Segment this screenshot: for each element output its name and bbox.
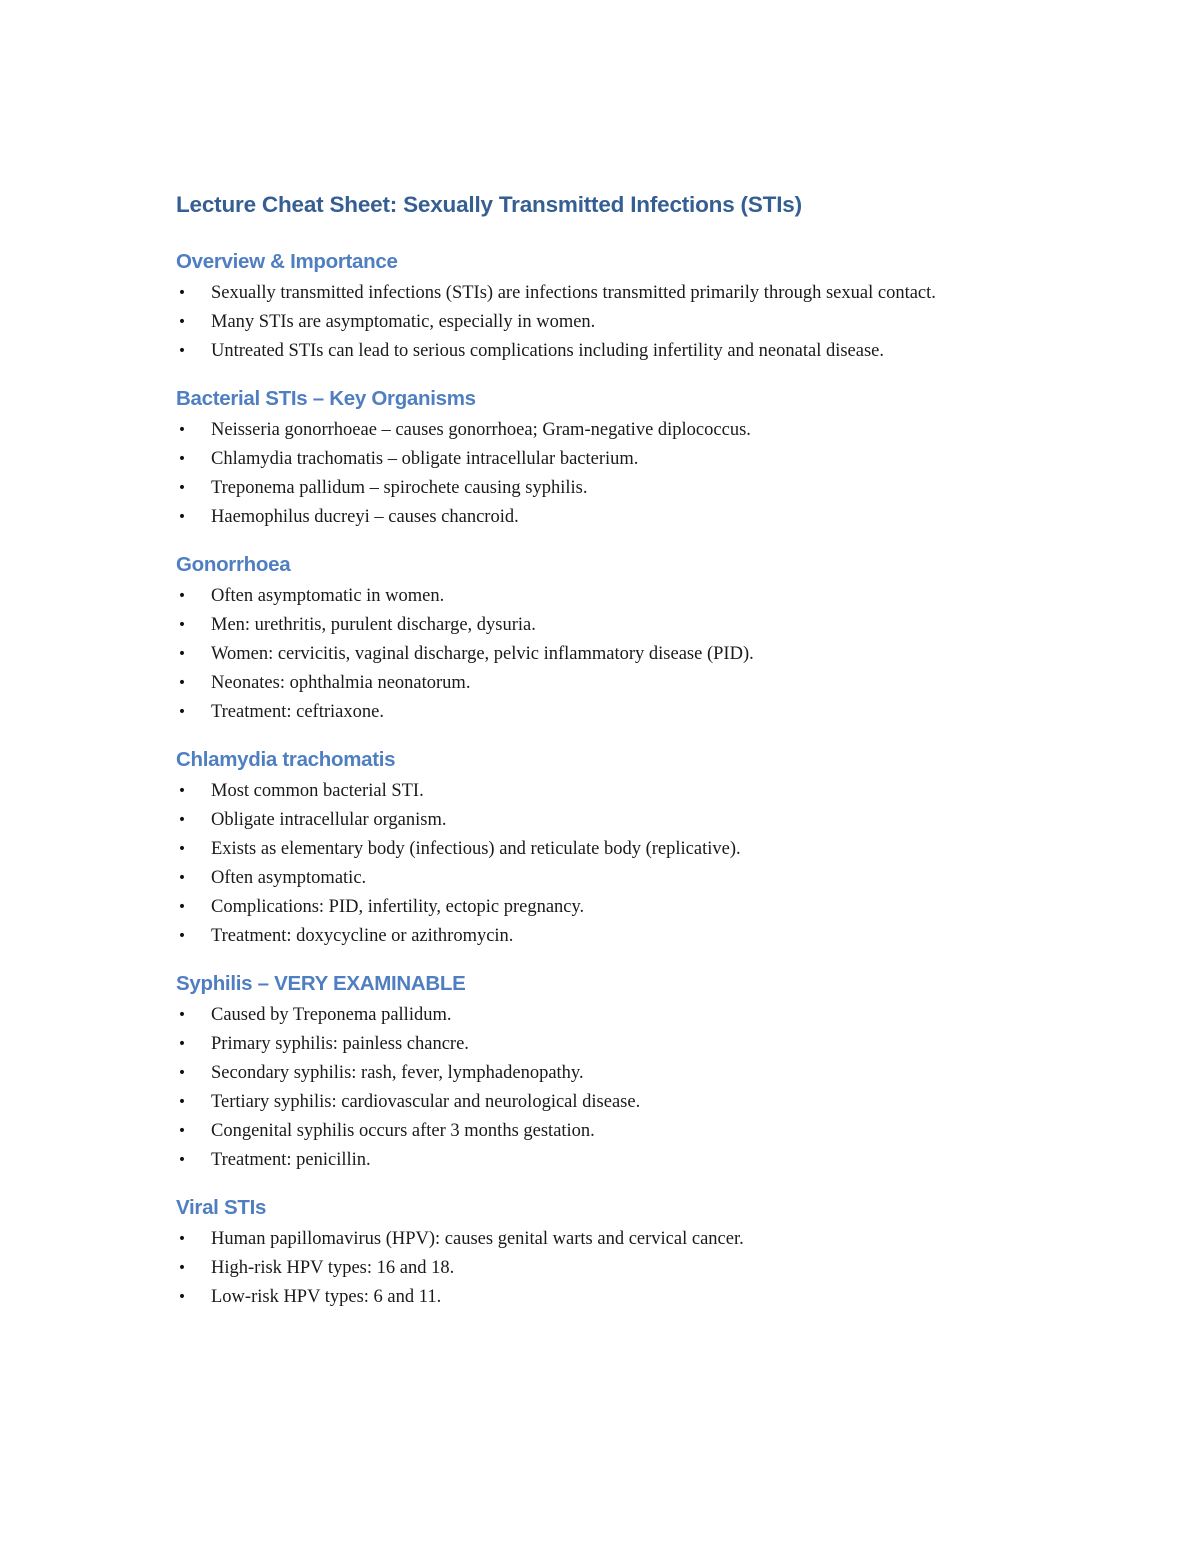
list-item — [176, 864, 1006, 893]
section — [176, 384, 1026, 532]
list-item — [176, 1225, 1006, 1254]
list-item-text: Low-risk HPV types: 6 and 11. — [211, 1287, 442, 1307]
bullet-icon: • — [177, 1065, 187, 1081]
bullet-icon: • — [177, 1152, 187, 1168]
list-item-text: Neonates: ophthalmia neonatorum. — [211, 673, 471, 693]
list-item-text: Sexually transmitted infections (STIs) are infections transmitted primarily through sexual contact. — [211, 283, 936, 303]
list-item — [176, 416, 1006, 445]
bullet-icon: • — [177, 841, 187, 857]
bullet-icon: • — [177, 646, 187, 662]
section — [176, 247, 1026, 366]
list-item — [176, 1088, 1006, 1117]
bullet-icon: • — [177, 285, 187, 301]
list-item — [176, 893, 1006, 922]
bullet-icon: • — [177, 704, 187, 720]
bullet-list — [176, 777, 1026, 951]
list-item-text: Human papillomavirus (HPV): causes genital warts and cervical cancer. — [211, 1229, 744, 1249]
list-item — [176, 1254, 1006, 1283]
bullet-icon: • — [177, 1007, 187, 1023]
list-item-text: Exists as elementary body (infectious) and reticulate body (replicative). — [211, 839, 741, 859]
bullet-icon: • — [177, 343, 187, 359]
section-heading: Syphilis – VERY EXAMINABLE — [176, 972, 466, 995]
section-heading: Overview & Importance — [176, 250, 398, 273]
list-item-text: Congenital syphilis occurs after 3 months gestation. — [211, 1121, 595, 1141]
bullet-icon: • — [177, 899, 187, 915]
bullet-list — [176, 1001, 1026, 1175]
list-item-text: Treatment: ceftriaxone. — [211, 702, 384, 722]
bullet-icon: • — [177, 870, 187, 886]
section-heading: Viral STIs — [176, 1196, 267, 1219]
list-item — [176, 1030, 1006, 1059]
list-item-text: Neisseria gonorrhoeae – causes gonorrhoea; Gram-negative diplococcus. — [211, 420, 751, 440]
list-item-text: Untreated STIs can lead to serious complications including infertility and neonatal disease. — [211, 341, 885, 361]
list-item — [176, 1146, 1006, 1175]
list-item — [176, 308, 1006, 337]
bullet-list — [176, 279, 1026, 366]
list-item-text: Tertiary syphilis: cardiovascular and neurological disease. — [211, 1092, 641, 1112]
section — [176, 550, 1026, 727]
bullet-icon: • — [177, 1231, 187, 1247]
bullet-list — [176, 416, 1026, 532]
list-item — [176, 1001, 1006, 1030]
section-heading: Gonorrhoea — [176, 553, 291, 576]
bullet-icon: • — [177, 588, 187, 604]
list-item-text: Often asymptomatic. — [211, 868, 367, 888]
list-item-text: Obligate intracellular organism. — [211, 810, 447, 830]
list-item — [176, 777, 1006, 806]
bullet-icon: • — [177, 480, 187, 496]
bullet-icon: • — [177, 451, 187, 467]
bullet-icon: • — [177, 783, 187, 799]
list-item-text: Men: urethritis, purulent discharge, dysuria. — [211, 615, 536, 635]
list-item-text: Secondary syphilis: rash, fever, lymphadenopathy. — [211, 1063, 584, 1083]
sections-container — [176, 247, 1026, 1312]
list-item — [176, 640, 1006, 669]
list-item-text: Often asymptomatic in women. — [211, 586, 445, 606]
bullet-icon: • — [177, 1289, 187, 1305]
section-heading: Chlamydia trachomatis — [176, 748, 396, 771]
bullet-icon: • — [177, 509, 187, 525]
bullet-icon: • — [177, 1094, 187, 1110]
document-body — [176, 190, 1026, 1312]
list-item-text: Most common bacterial STI. — [211, 781, 424, 801]
section — [176, 1193, 1026, 1312]
bullet-icon: • — [177, 675, 187, 691]
bullet-icon: • — [177, 314, 187, 330]
list-item-text: Chlamydia trachomatis – obligate intracellular bacterium. — [211, 449, 639, 469]
bullet-icon: • — [177, 1123, 187, 1139]
list-item — [176, 1283, 1006, 1312]
bullet-icon: • — [177, 928, 187, 944]
list-item — [176, 503, 1006, 532]
list-item — [176, 337, 1006, 366]
bullet-icon: • — [177, 1036, 187, 1052]
list-item — [176, 445, 1006, 474]
list-item-text: Women: cervicitis, vaginal discharge, pelvic inflammatory disease (PID). — [211, 644, 754, 664]
bullet-icon: • — [177, 1260, 187, 1276]
section — [176, 745, 1026, 951]
list-item-text: Many STIs are asymptomatic, especially in women. — [211, 312, 596, 332]
list-item — [176, 669, 1006, 698]
bullet-icon: • — [177, 617, 187, 633]
list-item-text: High-risk HPV types: 16 and 18. — [211, 1258, 455, 1278]
list-item-text: Primary syphilis: painless chancre. — [211, 1034, 469, 1054]
bullet-list — [176, 582, 1026, 727]
list-item-text: Caused by Treponema pallidum. — [211, 1005, 452, 1025]
list-item — [176, 835, 1006, 864]
list-item-text: Treponema pallidum – spirochete causing syphilis. — [211, 478, 588, 498]
bullet-icon: • — [177, 422, 187, 438]
list-item — [176, 474, 1006, 503]
list-item-text: Treatment: doxycycline or azithromycin. — [211, 926, 514, 946]
list-item-text: Complications: PID, infertility, ectopic pregnancy. — [211, 897, 585, 917]
list-item — [176, 582, 1006, 611]
list-item — [176, 1117, 1006, 1146]
list-item — [176, 1059, 1006, 1088]
list-item — [176, 279, 1006, 308]
bullet-list — [176, 1225, 1026, 1312]
list-item — [176, 611, 1006, 640]
section — [176, 969, 1026, 1175]
list-item-text: Haemophilus ducreyi – causes chancroid. — [211, 507, 519, 527]
list-item — [176, 922, 1006, 951]
list-item — [176, 806, 1006, 835]
bullet-icon: • — [177, 812, 187, 828]
list-item-text: Treatment: penicillin. — [211, 1150, 371, 1170]
section-heading: Bacterial STIs – Key Organisms — [176, 387, 476, 410]
page-title: Lecture Cheat Sheet: Sexually Transmitted Infections (STIs) — [176, 192, 802, 217]
list-item — [176, 698, 1006, 727]
